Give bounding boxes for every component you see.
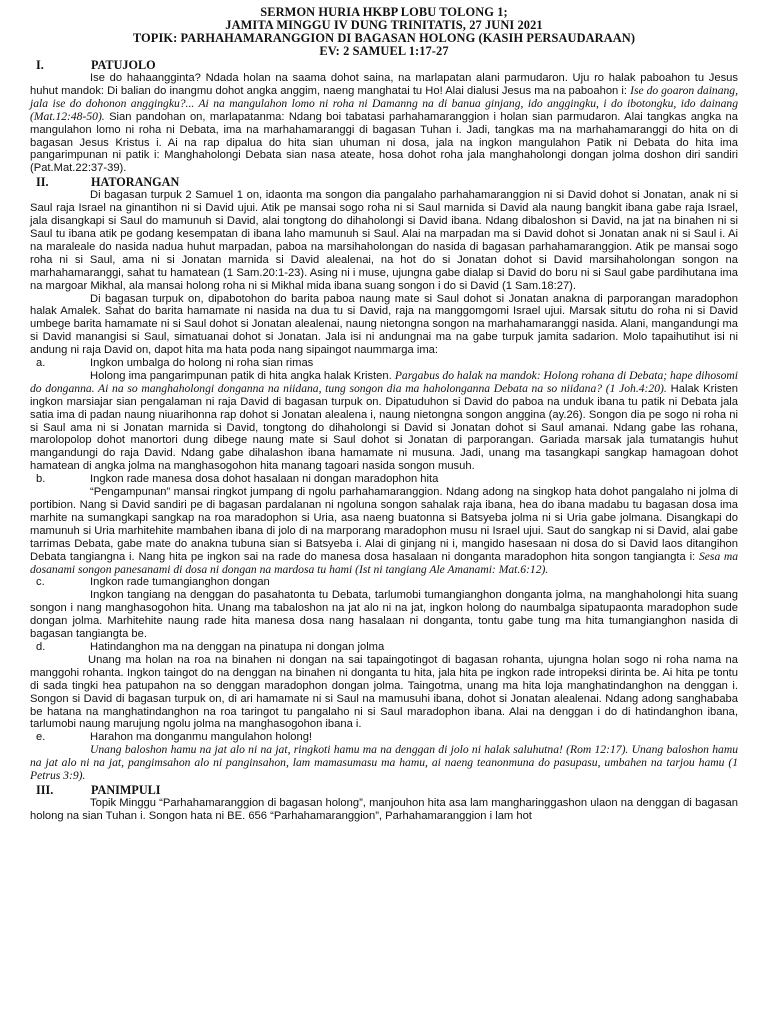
- paragraph: Ingkon tangiang na denggan do pasahatonta tu Debata, tarlumobi tumangianghon donganta jolma, na manghaholongi hita suang songon i nang manghasogohon hita. Unang ma tabaloshon na jat alo ni na jat, ingkon holong do naumbalga sipatupaonta maradophon sude dongan jolma. Marhitehite naung rade hita manesa dosa nang hasalaan ni donganta, tontu gabe tung ma hita tumangianghon nasida di bagasan tangiangta be.: [30, 589, 738, 641]
- list-letter: b.: [36, 473, 46, 486]
- list-item-heading: [30, 641, 738, 654]
- section-title: PATUJOLO: [91, 58, 156, 72]
- paragraph: Topik Minggu “Parhahamaranggion di bagasan holong”, manjouhon hita asa lam mangharinggashon ulaon na denggan di bagasan holong na sian Tuhan i. Songon hata ni BE. 656 “Parhahamaranggion”, Parhahamaranggion i lam hot: [30, 796, 738, 822]
- section-number: I.: [36, 58, 44, 72]
- section-heading-patujolo: [30, 59, 738, 72]
- text: “Pengampunan” mansai ringkot jumpang di ngolu parhahamaranggion. Ndang adong na singkop hata dohot pangalaho ni jolma di portibion. Nang si David sandiri pe di bagasan pardalanan ni ngoluna songon sahalak raja ibana, hea do ibana madabu tu bagasan dosa ima marhite na sumangkapi sangkap na roa maradophon si Uria, asa naeng buatonna si Batsyeba jolma ni si Uria gabe jolmana. Disangkapi do mamunuh si Uria marhitehite mambahen ibana di jolo di na marporang maradophon musu ni Israel ujui. Saut do sangkap ni si David, alai gabe tarrimas Debata, gabe mate do anakna tubuna sian si Batsyeba i. Alai di ginjang ni i, mangido hasesaan ni dosa do si David laos ditangihon Debata tangiangna i. Nang hita pe ingkon sai na rade do manesa dosa hasalaan ni donganta maradophon hita songon tangiangta i:: [30, 486, 738, 563]
- section-heading-hatorangan: [30, 176, 738, 189]
- text: Ise do hahaangginta? Ndada holan na saama dohot saina, na marlapatan alani parmudaron. Uju ro halak paboahon tu Jesus huhut mandok: Di balian do inangmu dohot angka anggim, naeng manghatai tu Ho! Alai dialusi Jesus ma na paboahon i:: [30, 72, 738, 97]
- paragraph: [30, 370, 738, 473]
- section-number: II.: [36, 175, 49, 190]
- list-item-heading: [30, 473, 738, 486]
- paragraph: [30, 486, 738, 576]
- header-line-scripture: EV: 2 SAMUEL 1:17-27: [319, 44, 449, 58]
- paragraph: Unang ma holan na roa na binahen ni dongan na sai tapaingotingot di bagasan rohanta, ujungna holan sogo ni roha nama na manggohi rohanta. Ingkon taingot do na denggan na binahen ni donganta tu hita, jala hita pe ingkon rade intropeksi dirinta be. Ai hita pe tontu di sada tingki hea patupahon na so denggan maradophon dongan jolma. Taingotma, unang ma hita loja manghatindanghon na denggan i. Songon si David di bagasan turpuk on, di ari hamamate ni si Saul na mamusuhi ibana, dohot si Jonatan alealenai. Ndang adong sanghababa be hatana na manghatindanghon na roa taringot tu pangalaho ni si Saul maradophon ibana. Alai na denggan i do di hatindanghon ibana, tarlumobi naung marujung ngolu jolma na manghasogohon ibana i.: [30, 653, 738, 731]
- paragraph: Di bagasan turpuk on, dipabotohon do barita paboa naung mate si Saul dohot si Jonatan anakna di parporangan maradophon halak Amalek. Sahat do barita hamamate ni nasida na dua tu si David, raja na manggomgomi Israel ujui. Marsak situtu do roha ni si David umbege barita hamamate ni si Saul dohot si Jonatan alealenai, naung nietongna songon na marhahamaranggi nasida. Alani, mangandungi ma si David manangisi si Saul, simatuanai dohot si Jonatan. Jala isi ni andungnai ma na gabe turpuk jamita sadarion. Molo tapaihutihut isi ni andung ni raja David on, dapot hita ma hata poda nang sipaingot naummarga ima:: [30, 292, 738, 357]
- italic-quote: Ise do goaron dainang, jala ise do dohonon anggingku?... Ai na mangulahon lomo ni roha ni Damanng na di banua ginjang, ido anggingku, i do ibotongku, ido dainang (Mat.12:48-50).: [30, 83, 739, 123]
- paragraph: Di bagasan turpuk 2 Samuel 1 on, idaonta ma songon dia pangalaho parhahamaranggion ni si David dohot si Jonatan, anak ni si Saul raja Israel na ginantihon ni si David ujui. Atik pe mansai sogo roha ni si Saul marnida si David ala naung bangkit ibana gabe raja Israel, jala disangkapi si Saul do mamunuh si David, alai tongtong do dihaholongi si David ibana. Ndang dibaloshon si David, na jat na binahen ni si Saul tu ibana atik pe godang kesempatan di ibana laho mamunuh si Saul. Alai na marpadan ma si David dohot si Jonatan anak ni si Saul i. Ai na maraleale do nasida nadua huhut marpadan, paboa na marsihaholongan do nasida di bagasan parhahamaranggion. Atik pe mansai sogo roha ni si Saul, ama ni si Jonatan marnida si David alealenai, na hot do si Jonatan dohot si David marsihaholongan songon na marhahamaranggi, sahat tu hamatean (1 Sam.20:1-23). Asing ni i muse, ujungna gabe dialap si David do boru ni si Saul gabe pardihutana ima na margoar Mikhal, ala mansai holong roha ni si Mikhal mida ibana suang songon i do si David (1 Sam.18:27).: [30, 189, 738, 292]
- paragraph: [30, 744, 738, 783]
- list-item-title: Hatindanghon ma na denggan na pinatupa ni dongan jolma: [90, 640, 385, 653]
- section-heading-panimpuli: [30, 784, 738, 797]
- list-letter: e.: [36, 731, 46, 744]
- list-letter: c.: [36, 576, 45, 589]
- document-header: [30, 6, 738, 58]
- list-item-heading: [30, 576, 738, 589]
- header-line-sunday: JAMITA MINGGU IV DUNG TRINITATIS, 27 JUNI 2021: [225, 18, 543, 32]
- section-number: III.: [36, 782, 54, 797]
- list-letter: a.: [36, 357, 46, 370]
- list-item-title: Ingkon umbalga do holong ni roha sian rimas: [90, 357, 314, 370]
- italic-quote: Unang baloshon hamu na jat alo ni na jat, ringkoti hamu ma na denggan di jolo ni halak saluhutna! (Rom 12:17). Unang baloshon hamu na jat alo ni na jat, pangimsahon alo ni panginsahon, lam mamasumasu ma hamu, ai naeng teanonmuna do pasupasu, umbahen na tarjou hamu (1 Petrus 3:9).: [30, 743, 738, 783]
- italic-quote: Sesa ma dosanami songon panesanami di dosa ni dongan na mardosa tu hami (Ist ni tangiang Ale Amanami: Mat.6:12).: [30, 549, 739, 576]
- section-title: PANIMPULI: [91, 782, 161, 797]
- list-letter: d.: [36, 640, 46, 653]
- italic-quote: Pargabus do halak na mandok: Holong rohana di Debata; hape dihosomi do donganna. Ai na so manghaholongi donganna na niidana, tung songon dia ma haholonganna Debata na so niidana? (1 Joh.4:20).: [30, 368, 739, 395]
- list-item-title: Harahon ma donganmu mangulahon holong!: [90, 731, 313, 744]
- header-line-church: SERMON HURIA HKBP LOBU TOLONG 1;: [260, 5, 508, 19]
- header-line-topic: TOPIK: PARHAHAMARANGGION DI BAGASAN HOLONG (KASIH PERSAUDARAAN): [132, 31, 636, 45]
- text: Sian pandohan on, marlapatanma: Ndang boi tabatasi parhahamaranggion i holan sian parmudaron. Alai tangkas angka na mangulahon lomo ni roha ni Debata, ima na marhahamaranggi di bagasan Tuhan i. Jadi, tangkas ma na marhahamaranggi do hita on di bagasan Jesus Kristus i. Ai na rap dipalua do hita sian uhuman ni dosa, jala na ingkon mangulahon Patik ni Debata do hita ima pangarimpunan ni patik i: Manghaholongi Debata sian nasa ateate, hosa dohot roha jala manghaholongi dongan jolma doshon diri sandiri (Pat.Mat.22:37-39).: [30, 110, 738, 175]
- paragraph: [30, 72, 738, 175]
- list-item-title: Ingkon rade manesa dosa dohot hasalaan ni dongan maradophon hita: [90, 473, 439, 486]
- section-title: HATORANGAN: [91, 175, 180, 190]
- text: Holong ima pangarimpunan patik di hita angka halak Kristen.: [90, 369, 395, 382]
- text: Halak Kristen ingkon marsiajar sian pengalaman ni raja David di bagasan turpuk on. Dipatuduhon si David do paboa na unduk ibana tu patik ni Debata jala satia ima di padan naung niuarihonna rap dohot si Jonatan alealena i, naung nietongna songon anggina (ay.26). Songon dia pe sogo ni roha ni si Saul ama ni si Jonatan marnida si David, tongtong do dihaholongi si David si Jonatan dohot si Saul amanai. Ndang gabe las rohana, marolopolop dohot manortori dung dibege naung mate si Saul dohot si Jonatan di parporangan. Gariada marsak jala tumatangis huhut mangandungi do raja David. Ndang gabe dihalashon ibana hamamate ni musuna. Jadi, unang ma tasangkapi sangkap hamagoan dohot hamatean di angka jolma na manghasogohon hita manang tagoari nasida songon musuh.: [30, 382, 738, 473]
- list-item-title: Ingkon rade tumangianghon dongan: [90, 576, 270, 589]
